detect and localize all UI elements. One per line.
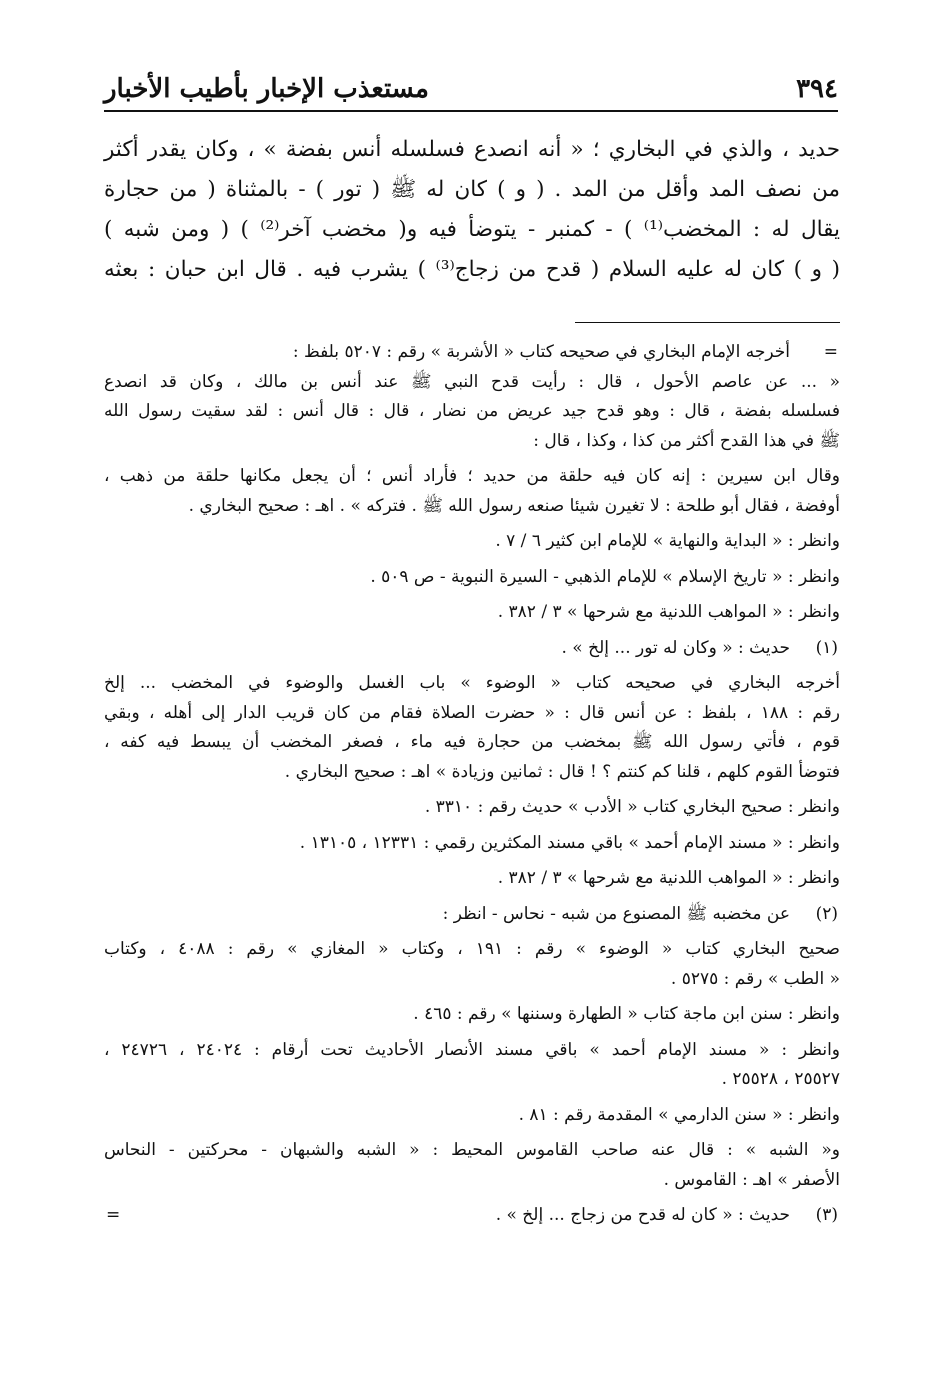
main-text-line: ( و ) كان له عليه السلام ( قدح من زجاج⁽³⁾ ) يشرب فيه . قال ابن حبان : بعثه — [104, 257, 840, 282]
footnote-line: و« الشبه » : قال عنه صاحب القاموس المحيط : « الشبه والشبهان - محركتين - النحاس — [104, 1140, 840, 1160]
footnote-line: « ... عن عاصم الأحول ، قال : رأيت قدح النبي ﷺ عند أنس بن مالك ، وكان قد انصدع — [104, 371, 840, 392]
footnote-line: وانظر : « سنن الدارمي » المقدمة رقم : ٨١ . — [518, 1104, 840, 1125]
main-text-line: حديد ، والذي في البخاري ؛ « أنه انصدع فسلسله أنس بفضة » ، وكان يقدر أكثر — [104, 137, 840, 162]
footnote-line: أخرجه البخاري في صحيحه كتاب « الوضوء » باب الغسل والوضوء في المخضب ... إلخ — [104, 673, 840, 693]
footnote-marker: (٣) — [815, 1205, 838, 1225]
footnote-line: ٢٥٥٢٧ ، ٢٥٥٢٨ . — [721, 1069, 840, 1089]
footnotes — [104, 338, 840, 1231]
footnote-1 — [104, 634, 840, 664]
footnote-lead: حديث : « كان له قدح من زجاج ... إلخ » . — [495, 1205, 790, 1225]
footnote-line: وانظر : سنن ابن ماجة كتاب « الطهارة وسننها » رقم : ٤٦٥ . — [413, 1004, 840, 1024]
footnote-line: وانظر : « المواهب اللدنية مع شرحها » ٣ / ٣٨٢ . — [497, 868, 840, 888]
footnote-lead: حديث : « وكان له تور ... إلخ » . — [561, 637, 790, 658]
footnote-line: وانظر : « مسند الإمام أحمد » باقي مسند الأنصار الأحاديث تحت أرقام : ٢٤٠٢٤ ، ٢٤٧٢٦ ، — [104, 1039, 841, 1060]
footnote-line: ﷺ في هذا القدح أكثر من كذا ، وكذا ، قال : — [533, 430, 840, 451]
footnote-line: « الطب » رقم : ٥٢٧٥ . — [670, 968, 840, 989]
footnote-line: فسلسله بفضة ، قال : وهو قدح جيد عريض من نضار ، قال : قال أنس : لقد سقيت رسول الله — [104, 401, 840, 421]
footnote-3 — [104, 1201, 840, 1231]
continuation-marker: = — [823, 342, 838, 362]
page-header — [104, 66, 838, 112]
footnote-line: وانظر : « البداية والنهاية » للإمام ابن كثير ٦ / ٧ . — [495, 531, 840, 551]
page-number: ٣٩٤ — [796, 74, 838, 104]
footnote-line: الأصفر » اهـ : القاموس . — [663, 1169, 840, 1190]
footnote-line: قوم ، فأتي رسول الله ﷺ بمخضب من حجارة فيه ماء ، فصغر المخضب أن يبسط فيه كفه ، — [104, 732, 840, 752]
main-text-line: من نصف المد وأقل من المد . ( و ) كان له ﷺ ( تور ) - بالمثناة ( من حجارة — [104, 177, 840, 202]
footnote-lead: عن مخضبه ﷺ المصنوع من شبه - نحاس - انظر : — [442, 903, 790, 924]
footnote-line: أخرجه الإمام البخاري في صحيحه كتاب « الأشربة » رقم : ٥٢٠٧ بلفظ : — [292, 342, 790, 362]
footnote-separator — [575, 322, 840, 323]
footnote-line: وانظر : صحيح البخاري كتاب « الأدب » حديث رقم : ٣٣١٠ . — [424, 797, 840, 817]
footnote-marker: (١) — [815, 637, 838, 658]
footnote-line: أوفضة ، فقال أبو طلحة : لا تغيرن شيئا صنعه رسول الله ﷺ . فتركه » . اهـ : صحيح البخاري . — [188, 495, 840, 516]
footnote-line: صحيح البخاري كتاب « الوضوء » رقم : ١٩١ ، وكتاب « المغازي » رقم : ٤٠٨٨ ، وكتاب — [104, 939, 840, 959]
continues-marker: = — [106, 1205, 121, 1225]
footnote-line: وانظر : « المواهب اللدنية مع شرحها » ٣ / ٣٨٢ . — [497, 602, 840, 622]
footnote-line: وانظر : « تاريخ الإسلام » للإمام الذهبي - السيرة النبوية - ص ٥٠٩ . — [370, 566, 840, 587]
footnote-line: رقم : ١٨٨ ، بلفظ : عن أنس قال : « حضرت الصلاة فقام من كان قريب الدار إلى أهله ، وبقي — [104, 702, 841, 723]
footnote-line: وقال ابن سيرين : إنه كان فيه حلقة من حديد ؛ فأراد أنس ؛ أن يجعل مكانها حلقة من ذهب ، — [104, 466, 840, 486]
footnote-line: فتوضأ القوم كلهم ، قلنا كم كنتم ؟ ! قال : ثمانين وزيادة » اهـ : صحيح البخاري . — [284, 761, 840, 782]
main-text-line: يقال له : المخضب⁽¹⁾ ) - كمنبر - يتوضأ فيه و( مخضب آخر⁽²⁾ ) ( ومن شبه ) — [104, 217, 840, 242]
running-title: مستعذب الإخبار بأطيب الأخبار — [104, 74, 429, 104]
footnote-2 — [104, 900, 840, 930]
footnote-continuation — [104, 338, 840, 368]
footnote-line: وانظر : « مسند الإمام أحمد » باقي مسند المكثرين رقمي : ١٢٣٣١ ، ١٣١٠٥ . — [299, 832, 840, 853]
footnote-marker: (٢) — [815, 903, 838, 924]
main-text — [104, 130, 840, 290]
